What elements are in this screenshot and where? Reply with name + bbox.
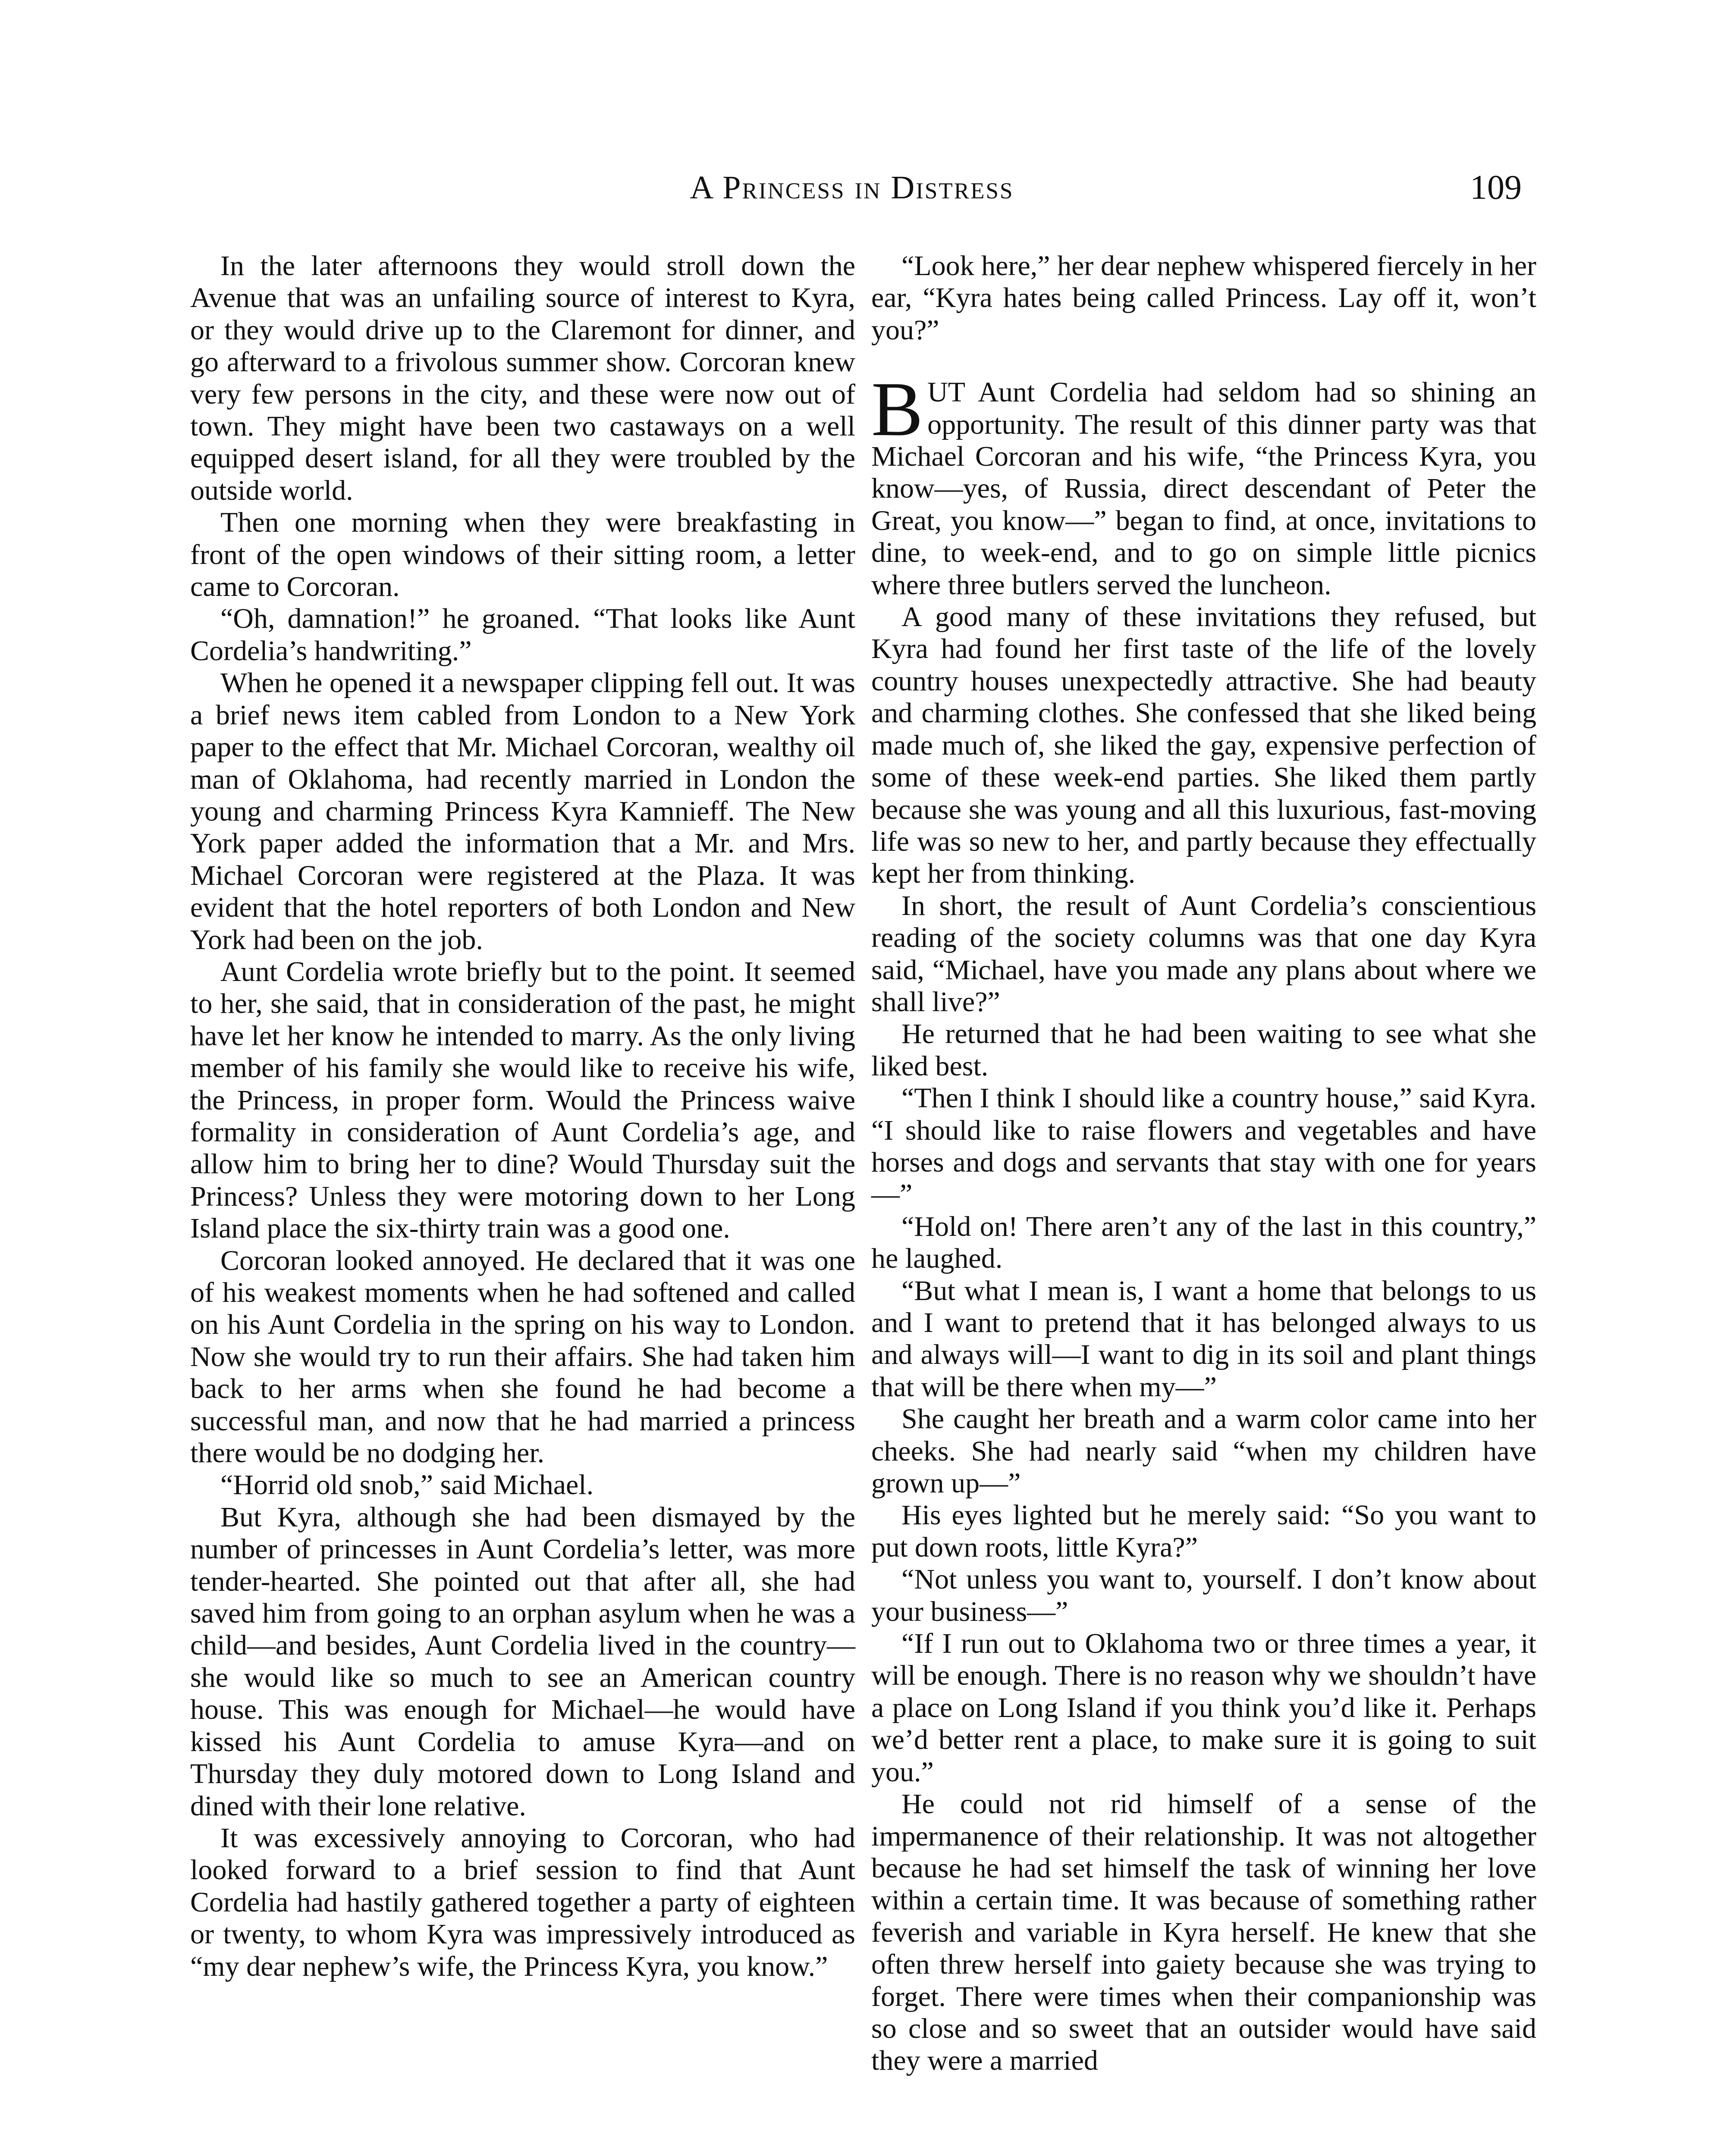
paragraph: When he opened it a newspaper clipping fell out. It was a brief news item cabled from London to a New York paper to the effect that Mr. Michael Corcoran, wealthy oil man of Oklahoma, had recently married in London the young and charming Princess Kyra Kamnieff. The New York paper added the information that a Mr. and Mrs. Michael Corcoran were registered at the Plaza. It was evident that the hotel reporters of both London and New York had been on the job. <box>190 667 855 956</box>
paragraph: His eyes lighted but he merely said: “So you want to put down roots, little Kyra?” <box>871 1499 1536 1563</box>
paragraph: “Hold on! There aren’t any of the last in this country,” he laughed. <box>871 1210 1536 1275</box>
paragraph: Aunt Cordelia wrote briefly but to the point. It seemed to her, she said, that in consideration of the past, he might have let her know he intended to marry. As the only living member of his family she would like to receive his wife, the Princess, in proper form. Would the Princess waive formality in consideration of Aunt Cordelia’s age, and allow him to bring her to dine? Would Thursday suit the Princess? Unless they were motoring down to her Long Island place the six-thirty train was a good one. <box>190 956 855 1244</box>
running-title: A Princess in Distress <box>690 169 1014 206</box>
paragraph: Then one morning when they were breakfasting in front of the open windows of their sitting room, a letter came to Corcoran. <box>190 507 855 603</box>
paragraph: “Then I think I should like a country house,” said Kyra. “I should like to raise flowers and vegetables and have horses and dogs and servants that stay with one for years—” <box>871 1082 1536 1210</box>
right-column <box>871 250 1536 2077</box>
paragraph: It was excessively annoying to Corcoran, who had looked forward to a brief session to find that Aunt Cordelia had hastily gathered together a party of eighteen or twenty, to whom Kyra was impressively introduced as “my dear nephew’s wife, the Princess Kyra, you know.” <box>190 1822 855 1982</box>
paragraph: In short, the result of Aunt Cordelia’s conscientious reading of the society columns was that one day Kyra said, “Michael, have you made any plans about where we shall live?” <box>871 890 1536 1018</box>
left-column <box>190 250 855 1983</box>
drop-cap: B <box>871 366 923 452</box>
paragraph: But Kyra, although she had been dismayed by the number of princesses in Aunt Cordelia’s letter, was more tender-hearted. She pointed out that after all, she had saved him from going to an orphan asylum when he was a child—and besides, Aunt Cordelia lived in the country—she would like so much to see an American country house. This was enough for Michael—he would have kissed his Aunt Cordelia to amuse Kyra—and on Thursday they duly motored down to Long Island and dined with their lone relative. <box>190 1501 855 1822</box>
section-opening-paragraph <box>871 366 1536 601</box>
paragraph: “Look here,” her dear nephew whispered fiercely in her ear, “Kyra hates being called Princess. Lay off it, won’t you?” <box>871 250 1536 346</box>
paragraph: “Horrid old snob,” said Michael. <box>220 1469 594 1501</box>
paragraph: He returned that he had been waiting to see what she liked best. <box>871 1018 1536 1082</box>
paragraph: “Not unless you want to, yourself. I don’t know about your business—” <box>871 1564 1536 1627</box>
paragraph: A good many of these invitations they refused, but Kyra had found her first taste of the life of the lovely country houses unexpectedly attractive. She had beauty and charming clothes. She confessed that she liked being made much of, she liked the gay, expensive perfection of some of these week-end parties. She liked them partly because she was young and all this luxurious, fast-moving life was so new to her, and partly because they effectually kept her from thinking. <box>871 601 1536 890</box>
paragraph: Corcoran looked annoyed. He declared that it was one of his weakest moments when he had softened and called on his Aunt Cordelia in the spring on his way to London. Now she would try to run their affairs. She had taken him back to her arms when she found he had become a successful man, and now that he had married a princess there would be no dodging her. <box>190 1244 855 1469</box>
paragraph: “Oh, damnation!” he groaned. “That looks like Aunt Cordelia’s handwriting.” <box>190 603 855 667</box>
paragraph: “If I run out to Oklahoma two or three times a year, it will be enough. There is no reason why we shouldn’t have a place on Long Island if you think you’d like it. Perhaps we’d better rent a place, to make sure it is going to suit you.” <box>871 1628 1536 1788</box>
paragraph: In the later afternoons they would stroll down the Avenue that was an unfailing source of interest to Kyra, or they would drive up to the Claremont for dinner, and go afterward to a frivolous summer show. Corcoran knew very few persons in the city, and these were now out of town. They might have been two castaways on a well equipped desert island, for all they were troubled by the outside world. <box>190 250 855 506</box>
page-number: 109 <box>1470 169 1522 207</box>
paragraph: “But what I mean is, I want a home that belongs to us and I want to pretend that it has belonged always to us and always will—I want to dig in its soil and plant things that will be there when my—” <box>871 1275 1536 1403</box>
paragraph: He could not rid himself of a sense of the impermanence of their relationship. It was not altogether because he had set himself the task of winning her love within a certain time. It was because of something rather feverish and variable in Kyra herself. He knew that she often threw herself into gaiety because she was trying to forget. There were times when their companionship was so close and so sweet that an outsider would have said they were a married <box>871 1788 1536 2077</box>
page-header <box>0 164 1727 211</box>
paragraph: She caught her breath and a warm color came into her cheeks. She had nearly said “when my children have grown up—” <box>871 1403 1536 1499</box>
drop-paragraph-text: UT Aunt Cordelia had seldom had so shining an opportunity. The result of this dinner party was that Michael Corcoran and his wife, “the Princess Kyra, you know—yes, of Russia, direct descendant of Peter the Great, you know—” began to find, at once, invitations to dine, to week-end, and to go on simple little picnics where three butlers served the luncheon. <box>871 376 1536 601</box>
